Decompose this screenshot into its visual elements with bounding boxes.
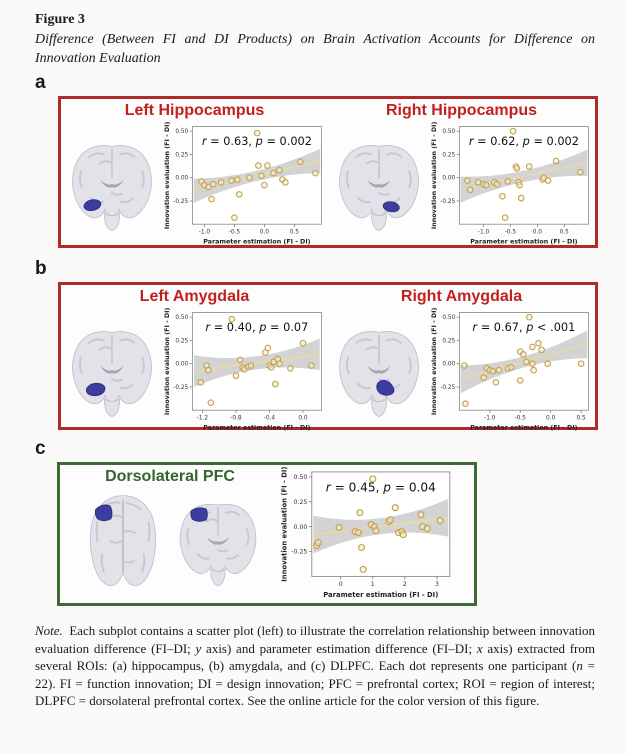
panel-b-label: b bbox=[35, 258, 47, 279]
svg-text:0.5: 0.5 bbox=[575, 415, 586, 422]
brain-coronal-left-hippocampus-image bbox=[63, 137, 161, 239]
svg-text:-1.0: -1.0 bbox=[198, 229, 210, 236]
svg-text:-0.25: -0.25 bbox=[291, 548, 308, 556]
svg-text:0.0: 0.0 bbox=[545, 415, 555, 422]
subplot-right-amygdala bbox=[328, 285, 595, 432]
svg-text:r = 0.40, p = 0.07: r = 0.40, p = 0.07 bbox=[204, 319, 308, 334]
svg-text:3: 3 bbox=[434, 581, 439, 589]
brain-coronal-right-amygdala-image bbox=[330, 323, 428, 425]
brain-coronal-right-hippocampus-image bbox=[330, 137, 428, 239]
svg-text:r = 0.45, p = 0.04: r = 0.45, p = 0.04 bbox=[325, 480, 436, 495]
svg-text:0.00: 0.00 bbox=[293, 523, 308, 531]
svg-text:0.25: 0.25 bbox=[293, 498, 308, 506]
scatter-plot-left-amygdala bbox=[161, 307, 327, 436]
svg-text:r = 0.67, p < .001: r = 0.67, p < .001 bbox=[471, 319, 575, 334]
svg-text:Innovation evaluation (FI - DI: Innovation evaluation (FI - DI) bbox=[430, 121, 438, 230]
svg-text:Parameter estimation (FI - DI): Parameter estimation (FI - DI) bbox=[469, 238, 578, 246]
svg-text:Innovation evaluation (FI - DI: Innovation evaluation (FI - DI) bbox=[163, 307, 171, 416]
svg-text:-0.25: -0.25 bbox=[172, 384, 188, 391]
svg-text:Parameter estimation (FI - DI): Parameter estimation (FI - DI) bbox=[323, 591, 439, 600]
svg-text:Innovation evaluation (FI - DI: Innovation evaluation (FI - DI) bbox=[280, 466, 289, 582]
svg-text:0.00: 0.00 bbox=[174, 361, 188, 368]
panel-c-label: c bbox=[35, 438, 46, 459]
svg-text:0.5: 0.5 bbox=[559, 229, 569, 236]
svg-text:0.50: 0.50 bbox=[441, 315, 455, 322]
svg-text:-0.8: -0.8 bbox=[229, 415, 242, 422]
svg-text:0.25: 0.25 bbox=[174, 338, 188, 345]
svg-text:0: 0 bbox=[338, 581, 343, 589]
svg-text:-0.5: -0.5 bbox=[228, 229, 240, 236]
svg-text:r = 0.63, p = 0.002: r = 0.63, p = 0.002 bbox=[201, 133, 312, 148]
svg-text:0.50: 0.50 bbox=[174, 315, 188, 322]
svg-text:-0.5: -0.5 bbox=[504, 229, 516, 236]
figure-title-line2: Innovation Evaluation bbox=[35, 51, 161, 66]
svg-text:Innovation evaluation (FI - DI: Innovation evaluation (FI - DI) bbox=[163, 121, 171, 230]
svg-text:Parameter estimation (FI - DI): Parameter estimation (FI - DI) bbox=[469, 424, 578, 432]
brain-coronal-dlpfc-image bbox=[171, 496, 265, 594]
panel-a-label: a bbox=[35, 72, 46, 93]
subplot-left-amygdala bbox=[61, 285, 328, 432]
region-title-dorsolateral-pfc: Dorsolateral PFC bbox=[105, 468, 235, 485]
brain-coronal-left-amygdala-image bbox=[63, 323, 161, 425]
svg-text:-0.5: -0.5 bbox=[514, 415, 526, 422]
subplot-right-hippocampus bbox=[328, 99, 595, 245]
region-title-left-amygdala: Left Amygdala bbox=[139, 288, 250, 305]
svg-text:2: 2 bbox=[402, 581, 407, 589]
svg-text:0.25: 0.25 bbox=[441, 338, 455, 345]
svg-text:Parameter estimation (FI - DI): Parameter estimation (FI - DI) bbox=[202, 424, 311, 432]
scatter-plot-dorsolateral-pfc bbox=[276, 466, 458, 604]
svg-text:-1.0: -1.0 bbox=[483, 415, 495, 422]
region-title-right-hippocampus: Right Hippocampus bbox=[385, 102, 538, 119]
svg-text:1: 1 bbox=[370, 581, 375, 589]
svg-text:0.50: 0.50 bbox=[441, 129, 455, 136]
region-title-left-hippocampus: Left Hippocampus bbox=[124, 102, 265, 119]
scatter-plot-left-hippocampus bbox=[161, 121, 327, 250]
scatter-plot-right-hippocampus bbox=[428, 121, 594, 250]
svg-text:-0.25: -0.25 bbox=[172, 198, 188, 205]
svg-text:Parameter estimation (FI - DI): Parameter estimation (FI - DI) bbox=[202, 238, 311, 246]
region-title-right-amygdala: Right Amygdala bbox=[400, 288, 523, 305]
subplot-dorsolateral-pfc bbox=[64, 467, 276, 601]
svg-text:0.0: 0.0 bbox=[297, 415, 308, 422]
svg-text:0.25: 0.25 bbox=[441, 152, 455, 159]
svg-text:0.00: 0.00 bbox=[441, 361, 455, 368]
figure-label: Figure 3 bbox=[35, 12, 85, 27]
svg-text:0.50: 0.50 bbox=[174, 129, 188, 136]
svg-text:-0.25: -0.25 bbox=[439, 384, 455, 391]
subplot-left-hippocampus bbox=[61, 99, 328, 245]
svg-text:-1.0: -1.0 bbox=[477, 229, 489, 236]
brain-axial-dlpfc-image bbox=[75, 489, 171, 595]
svg-text:0.00: 0.00 bbox=[174, 175, 188, 182]
panel-b-box bbox=[58, 282, 598, 430]
svg-text:0.50: 0.50 bbox=[293, 474, 308, 482]
svg-text:0.0: 0.0 bbox=[532, 229, 542, 236]
figure-title-line1: Difference (Between FI and DI Products) on Brain Activation Accounts for Difference on bbox=[35, 32, 595, 47]
svg-text:-0.4: -0.4 bbox=[263, 415, 275, 422]
svg-text:0.00: 0.00 bbox=[441, 175, 455, 182]
svg-text:-1.2: -1.2 bbox=[196, 415, 208, 422]
svg-text:0.25: 0.25 bbox=[174, 152, 188, 159]
scatter-plot-right-amygdala bbox=[428, 307, 594, 436]
svg-text:0.5: 0.5 bbox=[289, 229, 299, 236]
svg-text:r = 0.62, p = 0.002: r = 0.62, p = 0.002 bbox=[468, 133, 579, 148]
svg-text:-0.25: -0.25 bbox=[439, 198, 455, 205]
panel-a-box bbox=[58, 96, 598, 248]
panel-c-box bbox=[57, 462, 477, 606]
svg-text:0.0: 0.0 bbox=[259, 229, 269, 236]
svg-text:Innovation evaluation (FI - DI: Innovation evaluation (FI - DI) bbox=[430, 307, 438, 416]
figure-note: Note. Each subplot contains a scatter plot (left) to illustrate the correlation relationship between innovation evaluation difference (FI–DI; y axis) and parameter estimation difference (FI–DI; x axis) extracted from several ROIs: (a) hippocampus, (b) amygdala, and (c) DLPFC. Each dot represents one participant (n = 22). FI = function innovation; DI = design innovation; PFC = prefrontal cortex; ROI = region of interest; DLPFC = dorsolateral prefrontal cortex. See the online article for the color version of this figure. bbox=[35, 623, 595, 709]
